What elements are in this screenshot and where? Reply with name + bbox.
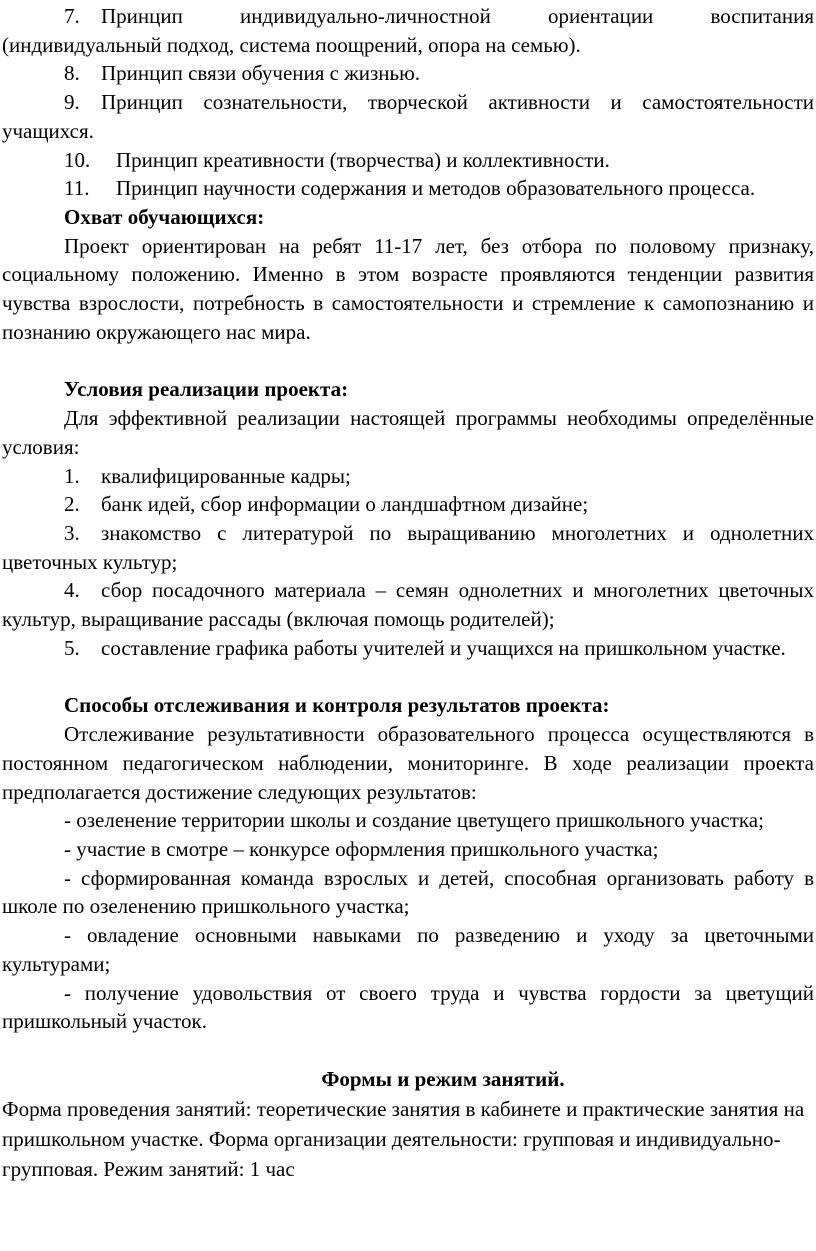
condition-number: 3. — [64, 520, 80, 545]
condition-number: 4. — [64, 578, 80, 603]
condition-text: квалифицированные кадры; — [101, 463, 351, 488]
coverage-heading: Охват обучающихся: — [64, 204, 265, 229]
result-item: - озеленение территории школы и создание цветущего пришкольного участка; — [64, 808, 764, 833]
condition-item — [0, 519, 816, 576]
principle-item-10 — [0, 146, 816, 175]
condition-item — [0, 462, 816, 491]
principle-number: 8. — [64, 61, 80, 86]
principle-text: Принцип сознательности, творческой активности и самостоятельности учащихся. — [2, 90, 814, 143]
conditions-intro: Для эффективной реализации настоящей программы необходимы определённые условия: — [2, 406, 814, 459]
monitoring-heading: Способы отслеживания и контроля результатов проекта: — [64, 693, 610, 718]
principle-text: Принцип научности содержания и методов образовательного процесса. — [116, 176, 756, 201]
condition-text: составление графика работы учителей и учащихся на пришкольном участке. — [101, 635, 786, 660]
condition-text: знакомство с литературой по выращиванию многолетних и однолетних цветочных культур; — [2, 520, 814, 574]
forms-text: Форма проведения занятий: теоретические занятия в кабинете и практические занятия на пришкольном участке. Форма организации деятельности: групповая и индивидуально-групповая. Режим занятий: 1 час — [2, 1096, 805, 1181]
result-item: - овладение основными навыками по разведению и уходу за цветочными культурами; — [2, 923, 814, 976]
condition-number: 1. — [64, 463, 80, 488]
result-item: - участие в смотре – конкурсе оформления пришкольного участка; — [64, 836, 659, 861]
condition-text: банк идей, сбор информации о ландшафтном дизайне; — [101, 492, 589, 517]
condition-item — [0, 576, 816, 633]
principle-item-9 — [0, 88, 816, 145]
principle-item-8 — [0, 59, 816, 88]
conditions-heading: Условия реализации проекта: — [64, 377, 349, 402]
principle-number: 10. — [64, 147, 91, 172]
forms-heading: Формы и режим занятий. — [321, 1066, 565, 1091]
spacer — [0, 1036, 816, 1065]
result-item: - сформированная команда взрослых и детей, способная организовать работу в школе по озеленению пришкольного участка; — [2, 865, 814, 919]
monitoring-intro: Отслеживание результативности образовательного процесса осуществляются в постоянном педагогическом наблюдении, мониторинге. В ходе реализации проекта предполагается достижение следующих результатов: — [2, 722, 814, 804]
principle-item-7 — [0, 2, 816, 59]
principle-number: 7. — [64, 4, 80, 28]
condition-number: 5. — [64, 635, 80, 660]
principle-text: Принцип связи обучения с жизнью. — [101, 61, 421, 86]
condition-text: сбор посадочного материала – семян однолетних и многолетних цветочных культур, выращивание рассады (включая помощь родителей); — [2, 578, 814, 632]
condition-item — [0, 490, 816, 519]
result-item: - получение удовольствия от своего труда и чувства гордости за цветущий пришкольный участок. — [2, 980, 814, 1034]
principle-item-11 — [0, 174, 816, 203]
principle-text: Принцип креативности (творчества) и коллективности. — [116, 147, 610, 172]
condition-number: 2. — [64, 492, 80, 517]
spacer — [0, 662, 816, 691]
document-page — [0, 2, 816, 1184]
principle-text: Принцип индивидуально-личностной ориентации воспитания (индивидуальный подход, система поощрений, опора на семью). — [2, 4, 814, 57]
spacer — [0, 346, 816, 375]
coverage-text: Проект ориентирован на ребят 11-17 лет, без отбора по половому признаку, социальному положению. Именно в этом возрасте проявляются тенденции развития чувства взрослости, потребность в самостоятельности и стремление к самопознанию и познанию окружающего нас мира. — [2, 233, 814, 344]
principle-number: 11. — [64, 176, 90, 201]
principle-number: 9. — [64, 90, 80, 115]
condition-item — [0, 634, 816, 663]
